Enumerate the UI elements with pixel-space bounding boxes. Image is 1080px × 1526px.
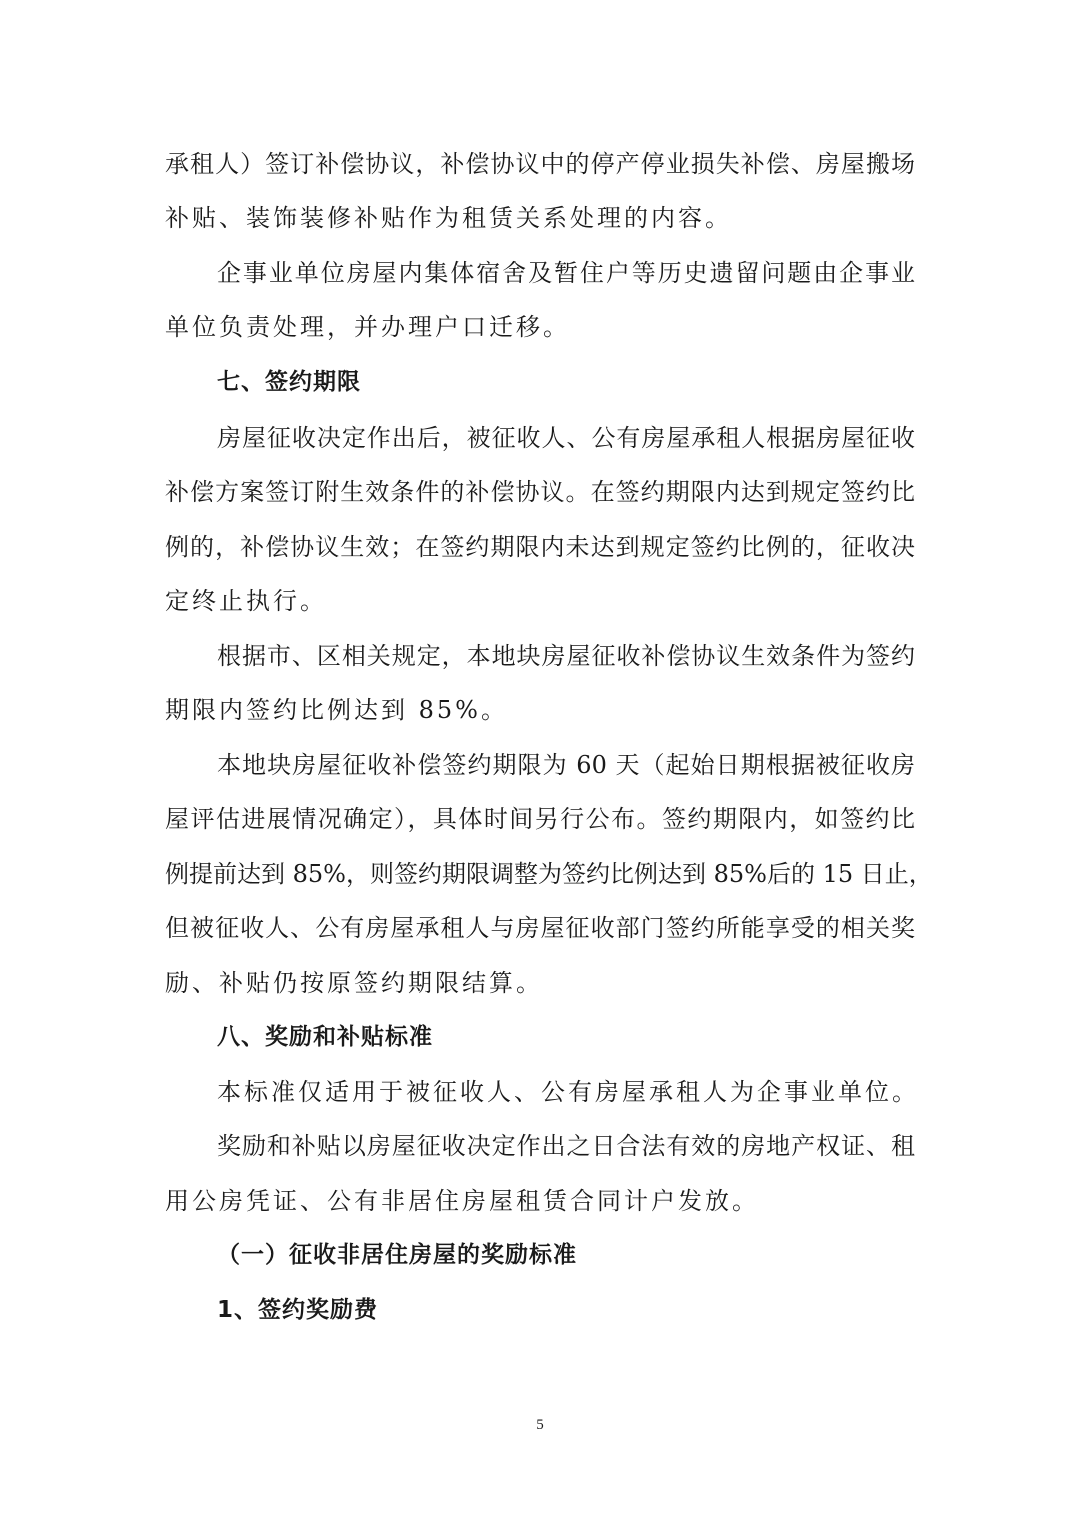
- body-text-line: 本标准仅适用于被征收人、公有房屋承租人为企事业单位。: [217, 1078, 919, 1106]
- page-number: 5: [536, 1417, 544, 1433]
- subsection-heading: （一）征收非居住房屋的奖励标准: [217, 1242, 577, 1268]
- body-text-line: 房屋征收决定作出后，被征收人、公有房屋承租人根据房屋征收: [217, 424, 915, 452]
- body-text-line: 根据市、区相关规定，本地块房屋征收补偿协议生效条件为签约: [217, 642, 915, 670]
- item-heading: 1、签约奖励费: [217, 1297, 379, 1323]
- body-text-line: 承租人）签订补偿协议，补偿协议中的停产停业损失补偿、房屋搬场: [165, 150, 915, 178]
- body-text-line: 单位负责处理，并办理户口迁移。: [165, 313, 570, 341]
- body-text-line: 补偿方案签订附生效条件的补偿协议。在签约期限内达到规定签约比: [165, 478, 915, 506]
- body-text-line: 补贴、装饰装修补贴作为租赁关系处理的内容。: [165, 204, 732, 232]
- section-heading: 七、签约期限: [217, 369, 361, 395]
- body-text-line: 用公房凭证、公有非居住房屋租赁合同计户发放。: [165, 1187, 759, 1215]
- body-text-line: 屋评估进展情况确定），具体时间另行公布。签约期限内，如签约比: [165, 805, 915, 833]
- body-text-line: 但被征收人、公有房屋承租人与房屋征收部门签约所能享受的相关奖: [165, 914, 915, 942]
- body-text-line: 期限内签约比例达到 85%。: [165, 696, 508, 724]
- body-text-line: 励、补贴仍按原签约期限结算。: [165, 969, 543, 997]
- body-text-line: 定终止执行。: [165, 587, 327, 615]
- body-text-line: 企事业单位房屋内集体宿舍及暂住户等历史遗留问题由企事业: [217, 259, 915, 287]
- section-heading: 八、奖励和补贴标准: [217, 1024, 433, 1050]
- body-text-line: 奖励和补贴以房屋征收决定作出之日合法有效的房地产权证、租: [217, 1132, 915, 1160]
- body-text-line: 例的，补偿协议生效；在签约期限内未达到规定签约比例的，征收决: [165, 533, 915, 561]
- body-text-line: 本地块房屋征收补偿签约期限为 60 天（起始日期根据被征收房: [217, 751, 915, 779]
- body-text-line: 例提前达到 85%，则签约期限调整为签约比例达到 85%后的 15 日止，: [165, 860, 933, 888]
